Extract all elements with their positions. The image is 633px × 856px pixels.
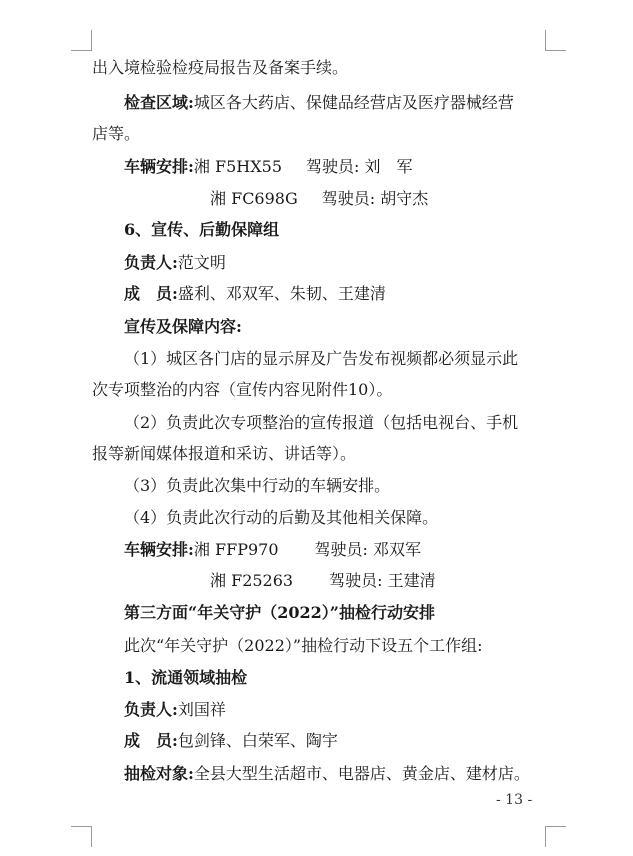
members-names: 包剑锋、白荣军、陶宇 xyxy=(177,731,338,750)
driver-name: 驾驶员: 王建清 xyxy=(329,571,436,590)
text: 报等新闻媒体报道和采访、讲话等）。 xyxy=(92,444,357,463)
target-text: 全县大型生活超市、电器店、黄金店、建材店。 xyxy=(193,764,530,783)
text: 出入境检验检疫局报告及备案手续。 xyxy=(92,58,349,77)
leader-name: 刘国祥 xyxy=(177,700,226,719)
members-names: 盛利、邓双军、朱韧、王建清 xyxy=(177,284,386,303)
heading-text: 1、流通领域抽检 xyxy=(124,668,248,687)
section-heading xyxy=(124,220,279,240)
leader-line xyxy=(124,253,226,273)
vehicle-label: 车辆安排: xyxy=(124,540,194,559)
paragraph-line xyxy=(124,476,390,496)
leader-label: 负责人: xyxy=(124,253,178,272)
heading-text: 宣传及保障内容: xyxy=(124,317,242,336)
crop-mark-top-left xyxy=(71,30,92,51)
paragraph-line xyxy=(92,124,140,144)
vehicle-line xyxy=(210,571,436,591)
members-label: 成 员: xyxy=(124,731,178,750)
vehicle-line xyxy=(124,157,412,177)
text: 店等。 xyxy=(92,124,141,143)
paragraph-line xyxy=(124,636,482,656)
members-line xyxy=(124,731,338,751)
vehicle-label: 车辆安排: xyxy=(124,157,194,176)
crop-mark-top-right xyxy=(545,30,566,51)
target-line xyxy=(124,764,530,784)
members-label: 成 员: xyxy=(124,284,178,303)
leader-name: 范文明 xyxy=(177,253,226,272)
paragraph-line xyxy=(124,349,518,369)
inspection-area-text: 城区各大药店、保健品经营店及医疗器械经营 xyxy=(193,93,514,112)
inspection-area-line xyxy=(124,93,514,113)
driver-name: 驾驶员: 胡守杰 xyxy=(321,189,429,208)
target-label: 抽检对象: xyxy=(124,764,194,783)
vehicle-plate: 湘 F25263 xyxy=(210,571,294,590)
paragraph-line xyxy=(92,58,348,78)
vehicle-plate: 湘 FC698G xyxy=(210,189,298,208)
vehicle-line xyxy=(124,540,421,560)
text: （1）城区各门店的显示屏及广告发布视频都必须显示此 xyxy=(124,349,519,368)
vehicle-line xyxy=(210,189,428,209)
subsection-heading xyxy=(124,668,247,688)
leader-line xyxy=(124,700,226,720)
text: （2）负责此次专项整治的宣传报道（包括电视台、手机 xyxy=(124,413,519,432)
text: （3）负责此次集中行动的车辆安排。 xyxy=(124,476,391,495)
paragraph-line xyxy=(124,413,518,433)
leader-label: 负责人: xyxy=(124,700,178,719)
text: 此次“年关守护（2022）”抽检行动下设五个工作组: xyxy=(124,636,483,655)
text: 次专项整治的内容（宣传内容见附件10）。 xyxy=(92,380,393,399)
driver-name: 驾驶员: 邓双军 xyxy=(314,540,422,559)
text: （4）负责此次行动的后勤及其他相关保障。 xyxy=(124,508,439,527)
section-heading xyxy=(124,603,435,623)
heading-text: 6、宣传、后勤保障组 xyxy=(124,220,280,239)
vehicle-plate: 湘 F5HX55 xyxy=(193,157,282,176)
crop-mark-bottom-right xyxy=(545,826,566,847)
inspection-area-label: 检查区域: xyxy=(124,93,194,112)
members-line xyxy=(124,284,386,304)
paragraph-line xyxy=(124,508,438,528)
heading-text: 第三方面“年关守护（2022）”抽检行动安排 xyxy=(124,603,435,622)
page-number: - 13 - xyxy=(496,792,533,808)
subsection-heading xyxy=(124,317,242,337)
vehicle-plate: 湘 FFP970 xyxy=(193,540,279,559)
paragraph-line xyxy=(92,380,392,400)
driver-name: 驾驶员: 刘 军 xyxy=(306,157,413,176)
crop-mark-bottom-left xyxy=(71,826,92,847)
paragraph-line xyxy=(92,444,356,464)
